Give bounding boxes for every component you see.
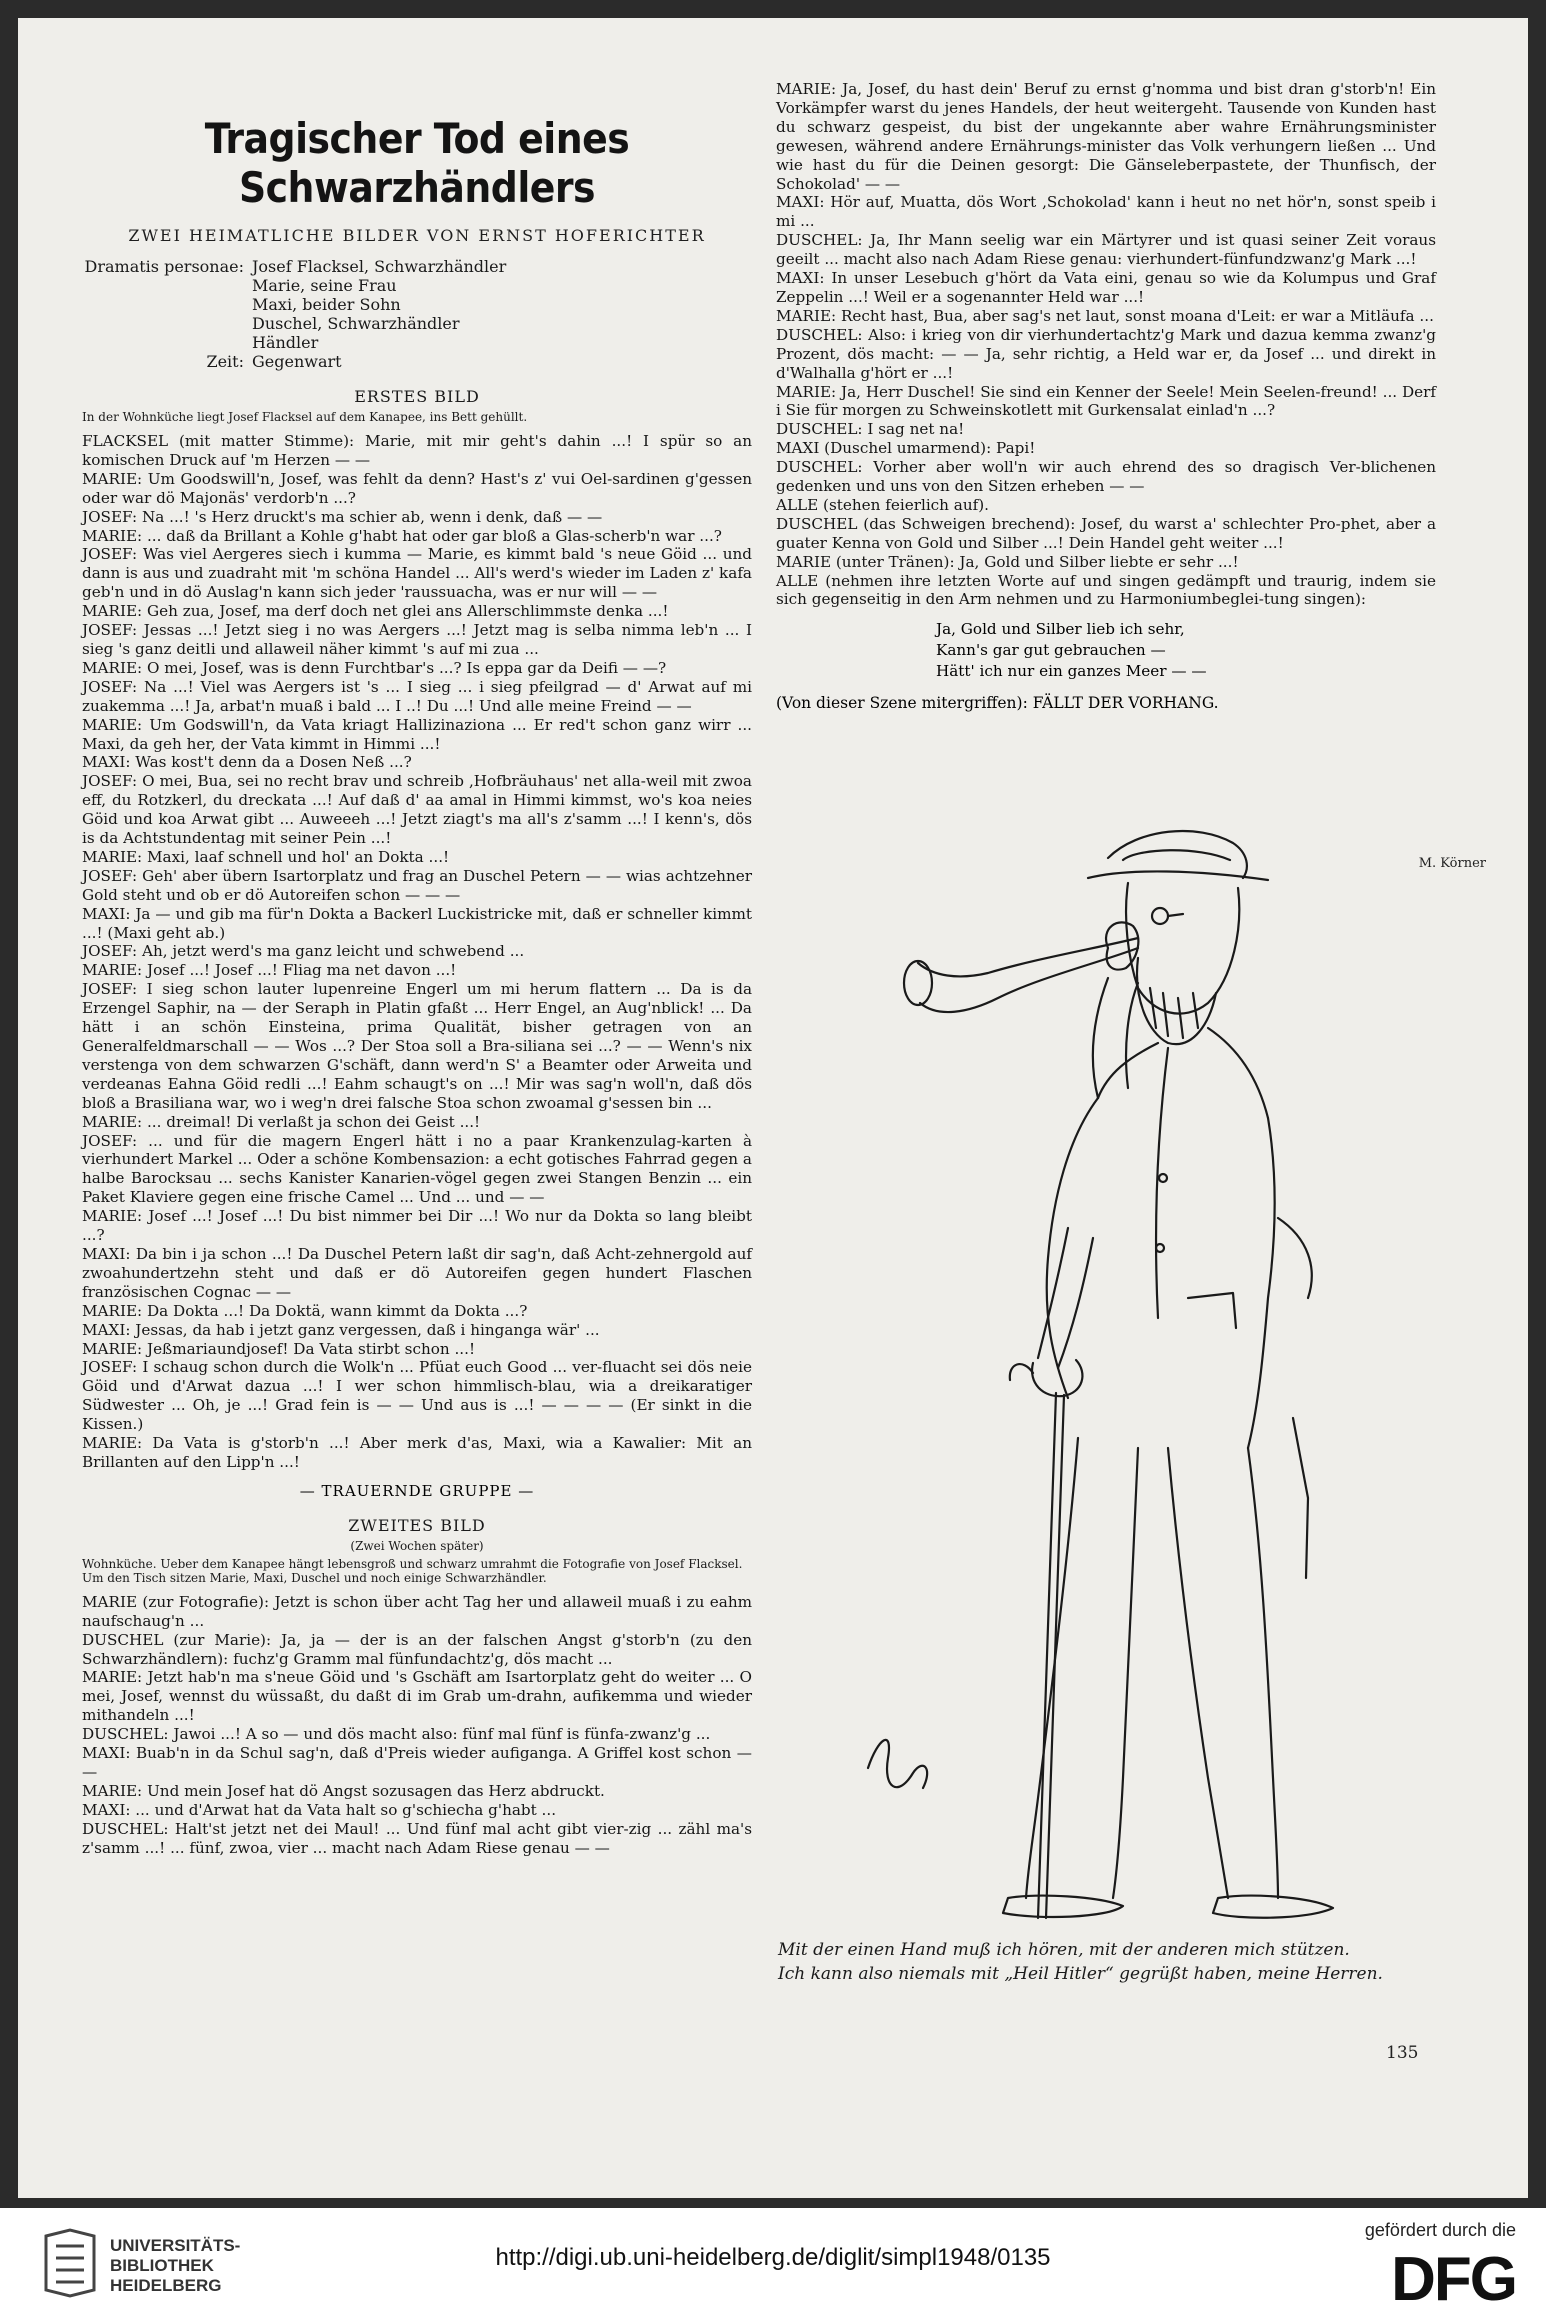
- dialogue-line: DUSCHEL (das Schweigen brechend): Josef, du warst a' schlechter Pro-phet, aber a guater Kenna von Gold und Silber ...! Dein Handel geht weiter ...!: [776, 514, 1436, 552]
- dialogue-line: JOSEF: O mei, Bua, sei no recht brav und schreib ‚Hofbräuhaus' net alla-weil mit zwoa eff, du Rotzkerl, du dreckata ...! Auf daß d' aa amal in Himmi kimmst, wo's koa neies Göid und koa Arwat gibt ... Auweeeh ...! Jetzt ziagt's ma all's z'samm ...! I kenn's, dös is da Achtstundentag mit seiner Pein ...!: [82, 772, 752, 848]
- dialogue-line: MAXI (Duschel umarmend): Papi!: [776, 439, 1036, 458]
- dialogue-line: DUSCHEL (zur Marie): Ja, ja — der is an der falschen Angst g'storb'n (zu den Schwarzhändlern): fuchz'g Gramm mal fünfundachtz'g, dös macht ...: [82, 1630, 752, 1668]
- dialogue-line: JOSEF: I sieg schon lauter lupenreine Engerl um mi herum flattern ... Da is da Erzengel Saphir, na — der Seraph in Platin gfaßt ... Herr Engel, an Aug'nblick! ... Da hätt i an schön Einsteina, prima Qualität, bisher getragen von an Generalfeldmarschall — — Wos ...? Der Stoa soll a Bra-siliana sei ...? — — Wenn's nix verstenga von dem schwarzen G'schäft, dann werd'n S' a Beamter oder Arweita und verdeanas Eahna Göid redli ...! Eahm schaugt's on ...! Mir was sag'n woll'n, daß dös bloß a Brasiliana war, wo i weg'n drei falsche Stoa schon zwoamal g'sessen bin ...: [82, 980, 752, 1112]
- source-url-link[interactable]: http://digi.ub.uni-heidelberg.de/diglit/simpl1948/0135: [495, 2244, 1051, 2271]
- dialogue-line: JOSEF: Was viel Aergeres siech i kumma — Marie, es kimmt bald 's neue Göid ... und dann is aus und zuadraht mit 'm schöna Handel ... All's werd's wieder im Laden z' kafa geb'n und in dö Auslag'n kann sich jeder 'raussuacha, was er nur will — —: [82, 545, 752, 602]
- verse-line: Hätt' ich nur ein ganzes Meer — —: [936, 662, 1207, 681]
- dialogue-line: JOSEF: Jessas ...! Jetzt sieg i no was Aergers ...! Jetzt mag is selba nimma leb'n ... I sieg 's ganz deitli und allaweil näher kimmt 's auf mi zua ...: [82, 621, 752, 658]
- dfg-logo: DFG: [1391, 2245, 1516, 2314]
- scene2-title: ZWEITES BILD: [348, 1515, 486, 1535]
- dialogue-line: MARIE: Da Dokta ...! Da Doktä, wann kimmt da Dokta ...?: [82, 1301, 528, 1320]
- right-column: [776, 80, 1436, 712]
- scene1-title: ERSTES BILD: [354, 387, 480, 406]
- scene2-subtitle: (Zwei Wochen später): [350, 1538, 484, 1553]
- dialogue-line: MARIE: O mei, Josef, was is denn Furchtbar's ...? Is eppa gar da Deifi — —?: [82, 658, 667, 677]
- dialogue-line: MARIE: Josef ...! Josef ...! Fliag ma net davon ...!: [82, 961, 457, 980]
- dialogue-line: ALLE (stehen feierlich auf).: [776, 495, 989, 514]
- dialogue-line: MARIE: Da Vata is g'storb'n ...! Aber merk d'as, Maxi, wia a Kawalier: Mit an Brillanten auf den Lipp'n ...!: [82, 1434, 752, 1471]
- dialogue-line: MAXI: ... und d'Arwat hat da Vata halt so g'schiecha g'habt ...: [82, 1800, 557, 1819]
- dialogue-line: MARIE: Jetzt hab'n ma s'neue Göid und 's Gschäft am Isartorplatz geht do weiter ... O mei, Josef, wennst du wüssaßt, du daßt di im Grab um-drahn, aufikemma und wieder mithandeln ...!: [82, 1668, 752, 1725]
- zeit-label: Zeit:: [206, 352, 244, 371]
- dramatis-item: Josef Flacksel, Schwarzhändler: [252, 257, 507, 276]
- scene2-stage-direction: Wohnküche. Ueber dem Kanapee hängt lebensgroß und schwarz umrahmt die Fotografie von Josef Flacksel. Um den Tisch sitzen Marie, Maxi, Duschel und noch einige Schwarzhändler.: [82, 1556, 743, 1585]
- dramatis-item: Marie, seine Frau: [252, 276, 397, 295]
- dialogue-line: MARIE: Und mein Josef hat dö Angst sozusagen das Herz abdruckt.: [82, 1781, 605, 1800]
- scene1-stage-direction: In der Wohnküche liegt Josef Flacksel auf dem Kanapee, ins Bett gehüllt.: [82, 410, 528, 424]
- dialogue-line: JOSEF: I schaug schon durch die Wolk'n ... Pfüat euch Good ... ver-fluacht sei dös neie Göid und d'Arwat dazua ...! I wer schon himmlisch-blau, wia a dreikaratiger Südwester ... Oh, je ...! Grad fein is — — Und aus is ...! — — — — (Er sinkt in die Kissen.): [82, 1358, 752, 1434]
- dialogue-line: MARIE: Ja, Josef, du hast dein' Beruf zu ernst g'nomma und bist dran g'storb'n! Ein Vorkämpfer warst du jenes Handels, der heut weitergeht. Tausende von Kunden hast du schwarz gespeist, du bist der ungekannte aber wahre Ernährungsminister gewesen, während andere Ernährungs-minister das Volk verhungern ließen ... Und wie hast du für die Deinen gesorgt: Die Gänseleberpastete, der Thunfisch, der Schokolad' — —: [776, 80, 1436, 193]
- dialogue-line: DUSCHEL: Halt'st jetzt net dei Maul! ... Und fünf mal acht gibt vier-zig ... zähl ma's z'samm ...! ... fünf, zwoa, vier ... macht nach Adam Riese genau — —: [82, 1819, 752, 1857]
- dialogue-line: MARIE: Um Godswill'n, da Vata kriagt Hallizinaziona ... Er red't schon ganz wirr ... Maxi, da geh her, der Vata kimmt in Himmi ...!: [82, 715, 752, 753]
- dialogue-line: MARIE: Ja, Herr Duschel! Sie sind ein Kenner der Seele! Mein Seelen-freund! ... Derf i Sie für morgen zu Schweinskotlett mit Gurkensalat einlad'n ...?: [776, 382, 1436, 420]
- dialogue-line: JOSEF: ... und für die magern Engerl hätt i no a paar Krankenzulag-karten à vierhundert Markel ... Oder a schöne Kombensazion: a echt gotisches Fahrrad gegen a halbe Barocksau ... sechs Kanister Kanarien-vögel gegen zwei Stangen Benzin ... ein Paket Klaviere gegen eine frische Camel ... Und ... und — —: [82, 1131, 752, 1207]
- dialogue-line: DUSCHEL: Vorher aber woll'n wir auch ehrend des so dragisch Ver-blichenen gedenken und uns von den Sitzen erheben — —: [776, 458, 1436, 496]
- dialogue-line: MARIE (zur Fotografie): Jetzt is schon über acht Tag her und allaweil muaß i zu eahm naufschaug'n ...: [82, 1592, 752, 1630]
- trauernde-gruppe: — TRAUERNDE GRUPPE —: [299, 1481, 535, 1500]
- dialogue-line: MAXI: Da bin i ja schon ...! Da Duschel Petern laßt dir sag'n, daß Acht-zehnergold auf zwoahundertzehn steht und daß er dö Autoreifen gegen hundert Flaschen französischen Cognac — —: [82, 1244, 752, 1301]
- dialogue-line: ALLE (nehmen ihre letzten Worte auf und singen gedämpft und traurig, indem sie sich gegenseitig in den Arm nehmen und zu Harmoniumbeglei-tung singen):: [776, 571, 1436, 609]
- caption-line: Ich kann also niemals mit „Heil Hitler“ gegrüßt haben, meine Herren.: [778, 1964, 1383, 1984]
- scene1-dialogue: [82, 432, 752, 1472]
- dramatis-personae: [82, 257, 752, 371]
- footer-bar: [0, 2208, 1546, 2320]
- dialogue-line: DUSCHEL: Jawoi ...! A so — und dös macht also: fünf mal fünf is fünfa-zwanz'g ...: [82, 1725, 711, 1744]
- illustration-man-with-ear-trumpet: [838, 798, 1378, 1958]
- dialogue-line: MAXI: Hör auf, Muatta, dös Wort ‚Schokolad' kann i heut no net hör'n, sonst speib i mi ...: [776, 193, 1436, 231]
- dialogue-line: FLACKSEL (mit matter Stimme): Marie, mit mir geht's dahin ...! I spür so an komischen Druck auf 'm Herzen — —: [82, 432, 752, 469]
- library-name-line: UNIVERSITÄTS-: [110, 2236, 241, 2255]
- dramatis-item: Maxi, beider Sohn: [252, 295, 401, 314]
- dialogue-line: MARIE: Um Goodswill'n, Josef, was fehlt da denn? Hast's z' vui Oel-sardinen g'gessen oder war dö Majonäs' verdorb'n ...?: [82, 469, 752, 507]
- library-name-line: HEIDELBERG: [110, 2276, 222, 2295]
- dramatis-item: Händler: [252, 333, 319, 352]
- library-name-line: BIBLIOTHEK: [110, 2256, 214, 2275]
- verse-line: Ja, Gold und Silber lieb ich sehr,: [936, 620, 1185, 639]
- scene2-dialogue: [82, 1593, 752, 1858]
- illustration-caption: [778, 1938, 1438, 1986]
- dialogue-line: MAXI: Ja — und gib ma für'n Dokta a Backerl Luckistricke mit, daß er schneller kimmt ...! (Maxi geht ab.): [82, 904, 752, 942]
- dialogue-line: MARIE: Josef ...! Josef ...! Du bist nimmer bei Dir ...! Wo nur da Dokta so lang bleibt ...?: [82, 1207, 752, 1245]
- dialogue-line: MARIE (unter Tränen): Ja, Gold und Silber liebte er sehr ...!: [776, 552, 1239, 571]
- caption-line: Mit der einen Hand muß ich hören, mit der anderen mich stützen.: [778, 1940, 1350, 1960]
- scene2-dialogue-continued: [776, 80, 1436, 609]
- verse-line: Kann's gar gut gebrauchen —: [936, 641, 1166, 660]
- dramatis-item: Duschel, Schwarzhändler: [252, 314, 460, 333]
- dialogue-line: MAXI: In unser Lesebuch g'hört da Vata eini, genau so wie da Kolumpus und Graf Zeppelin ...! Weil er a sogenannter Held war ...!: [776, 269, 1436, 306]
- newspaper-page: [18, 18, 1528, 2198]
- article-title: Tragischer Tod eines Schwarzhändlers: [204, 114, 630, 212]
- dialogue-line: DUSCHEL: Ja, Ihr Mann seelig war ein Märtyrer und ist quasi seiner Zeit voraus geeilt ... macht also nach Adam Riese genau: vierhundert-fünfundzwanz'g Mark ...!: [776, 231, 1436, 269]
- page-number: 135: [1386, 2043, 1419, 2063]
- dialogue-line: MARIE: ... daß da Brillant a Kohle g'habt hat oder gar bloß a Glas-scherb'n war ...?: [82, 526, 722, 545]
- song-verse: [936, 619, 1436, 682]
- curtain-line: (Von dieser Szene mitergriffen): FÄLLT DER VORHANG.: [776, 694, 1219, 713]
- dialogue-line: DUSCHEL: Also: i krieg von dir vierhundertachtz'g Mark und dazua kemma zwanz'g Prozent, dös macht: — — Ja, sehr richtig, a Held war er, da Josef ... und direkt in d'Walhalla g'hört er ...!: [776, 325, 1436, 382]
- dialogue-line: MAXI: Was kost't denn da a Dosen Neß ...?: [82, 753, 412, 772]
- dialogue-line: MAXI: Jessas, da hab i jetzt ganz vergessen, daß i hinganga wär' ...: [82, 1320, 600, 1339]
- dialogue-line: MARIE: Maxi, laaf schnell und hol' an Dokta ...!: [82, 847, 450, 866]
- dramatis-label: Dramatis personae:: [84, 257, 244, 276]
- dialogue-line: MAXI: Buab'n in da Schul sag'n, daß d'Preis wieder aufiganga. A Griffel kost schon — —: [82, 1744, 752, 1781]
- dialogue-line: MARIE: Jeßmariaundjosef! Da Vata stirbt schon ...!: [82, 1339, 476, 1358]
- dialogue-line: JOSEF: Na ...! 's Herz druckt's ma schier ab, wenn i denk, daß — —: [82, 507, 603, 526]
- funded-by-label: gefördert durch die: [1364, 2220, 1516, 2240]
- article-subtitle: ZWEI HEIMATLICHE BILDER VON ERNST HOFERICHTER: [128, 226, 706, 245]
- dialogue-line: JOSEF: Geh' aber übern Isartorplatz und frag an Duschel Petern — — wias achtzehner Gold steht und ob er dö Autoreifen schon — — —: [82, 866, 752, 904]
- left-column: [82, 80, 752, 1858]
- dialogue-line: MARIE: Geh zua, Josef, ma derf doch net glei ans Allerschlimmste denka ...!: [82, 602, 669, 621]
- dialogue-line: MARIE: Recht hast, Bua, aber sag's net laut, sonst moana d'Leit: er war a Mitläufa ...: [776, 306, 1434, 325]
- dialogue-line: JOSEF: Na ...! Viel was Aergers ist 's ... I sieg ... i sieg pfeilgrad — d' Arwat auf mi zuakemma ...! Ja, arbat'n muaß i bald ... I ..! Du ...! Und alle meine Freind — —: [82, 677, 752, 715]
- zeit-value: Gegenwart: [252, 352, 342, 371]
- dialogue-line: MARIE: ... dreimal! Di verlaßt ja schon dei Geist ...!: [82, 1112, 481, 1131]
- illustrator-credit: M. Körner: [1418, 856, 1486, 871]
- dialogue-line: DUSCHEL: I sag net na!: [776, 420, 965, 439]
- dialogue-line: JOSEF: Ah, jetzt werd's ma ganz leicht und schwebend ...: [82, 942, 525, 961]
